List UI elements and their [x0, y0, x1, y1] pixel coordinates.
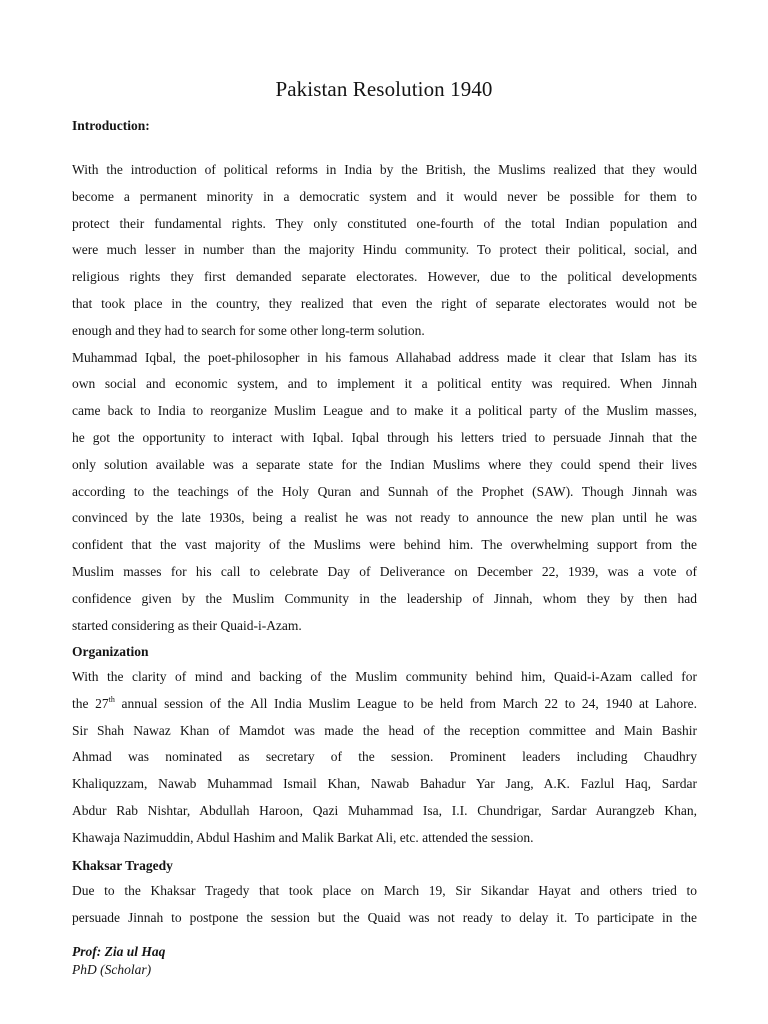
line-text: annual session of the All India Muslim League to be held from March 22 to 24, 1940 at Lahore.	[114, 695, 697, 711]
introduction-paragraph	[72, 157, 697, 345]
paragraph-line: Ahmad was nominated as secretary of the session. Prominent leaders including Chaudhry	[72, 749, 697, 765]
introduction-heading: Introduction:	[72, 118, 150, 133]
paragraph-line: With the introduction of political reforms in India by the British, the Muslims realized that they would	[72, 162, 697, 177]
page-title: Pakistan Resolution 1940	[275, 77, 493, 101]
paragraph-line: convinced by the late 1930s, being a realist he was not ready to announce the new plan until he was	[72, 510, 697, 526]
paragraph-line: confident that the vast majority of the Muslims were behind him. The overwhelming support from the	[72, 537, 697, 553]
khaksar-heading: Khaksar Tragedy	[72, 858, 173, 873]
paragraph-line	[72, 691, 697, 718]
paragraph-line: only solution available was a separate state for the Indian Muslims where they could spend their lives	[72, 456, 697, 472]
iqbal-paragraph	[72, 345, 697, 640]
paragraph-line: Sir Shah Nawaz Khan of Mamdot was made the head of the reception committee and Main Bashir	[72, 722, 697, 738]
paragraph-line: religious rights they first demanded separate electorates. However, due to the political developments	[72, 269, 697, 285]
paragraph-line: protect their fundamental rights. They only constituted one-fourth of the total Indian population and	[72, 215, 697, 231]
paragraph-line: Muslim masses for his call to celebrate Day of Deliverance on December 22, 1939, was a vote of	[72, 563, 697, 579]
ordinal-suffix: th	[108, 694, 115, 704]
author-qualification: PhD (Scholar)	[72, 962, 152, 977]
paragraph-line: own social and economic system, and to implement it a political entity was required. When Jinnah	[72, 376, 697, 392]
author-name: Prof: Zia ul Haq	[72, 944, 166, 959]
paragraph-line: came back to India to reorganize Muslim League and to make it a political party of the Muslim masses,	[72, 403, 697, 419]
paragraph-line: that took place in the country, they realized that even the right of separate electorates would not be	[72, 295, 697, 311]
paragraph-line: according to the teachings of the Holy Quran and Sunnah of the Prophet (SAW). Though Jinnah was	[72, 483, 697, 499]
paragraph-line: Khawaja Nazimuddin, Abdul Hashim and Malik Barkat Ali, etc. attended the session.	[72, 829, 534, 845]
paragraph-line: started considering as their Quaid-i-Azam.	[72, 617, 302, 633]
paragraph-line: Muhammad Iqbal, the poet-philosopher in his famous Allahabad address made it clear that Islam has its	[72, 349, 697, 365]
organization-paragraph	[72, 664, 697, 852]
paragraph-line: persuade Jinnah to postpone the session but the Quaid was not ready to delay it. To participate in the	[72, 909, 697, 925]
paragraph-line: were much lesser in number than the majority Hindu community. To protect their political, social, and	[72, 242, 697, 258]
paragraph-line: Khaliquzzam, Nawab Muhammad Ismail Khan, Nawab Bahadur Yar Jang, A.K. Fazlul Haq, Sardar	[72, 776, 697, 792]
khaksar-paragraph	[72, 878, 697, 932]
line-text: the 27	[72, 695, 109, 711]
paragraph-line: Due to the Khaksar Tragedy that took place on March 19, Sir Sikandar Hayat and others tried to	[72, 883, 697, 898]
paragraph-line: enough and they had to search for some other long-term solution.	[72, 322, 425, 338]
paragraph-line: become a permanent minority in a democratic system and it would never be possible for them to	[72, 188, 697, 204]
paragraph-line: confidence given by the Muslim Community in the leadership of Jinnah, whom they by then had	[72, 590, 697, 606]
organization-heading: Organization	[72, 644, 149, 659]
paragraph-line: Abdur Rab Nishtar, Abdullah Haroon, Qazi Muhammad Isa, I.I. Chundrigar, Sardar Aurangzeb Khan,	[72, 802, 697, 818]
paragraph-line: he got the opportunity to interact with Iqbal. Iqbal through his letters tried to persuade Jinnah that the	[72, 429, 697, 445]
paragraph-line: With the clarity of mind and backing of the Muslim community behind him, Quaid-i-Azam called for	[72, 669, 697, 684]
